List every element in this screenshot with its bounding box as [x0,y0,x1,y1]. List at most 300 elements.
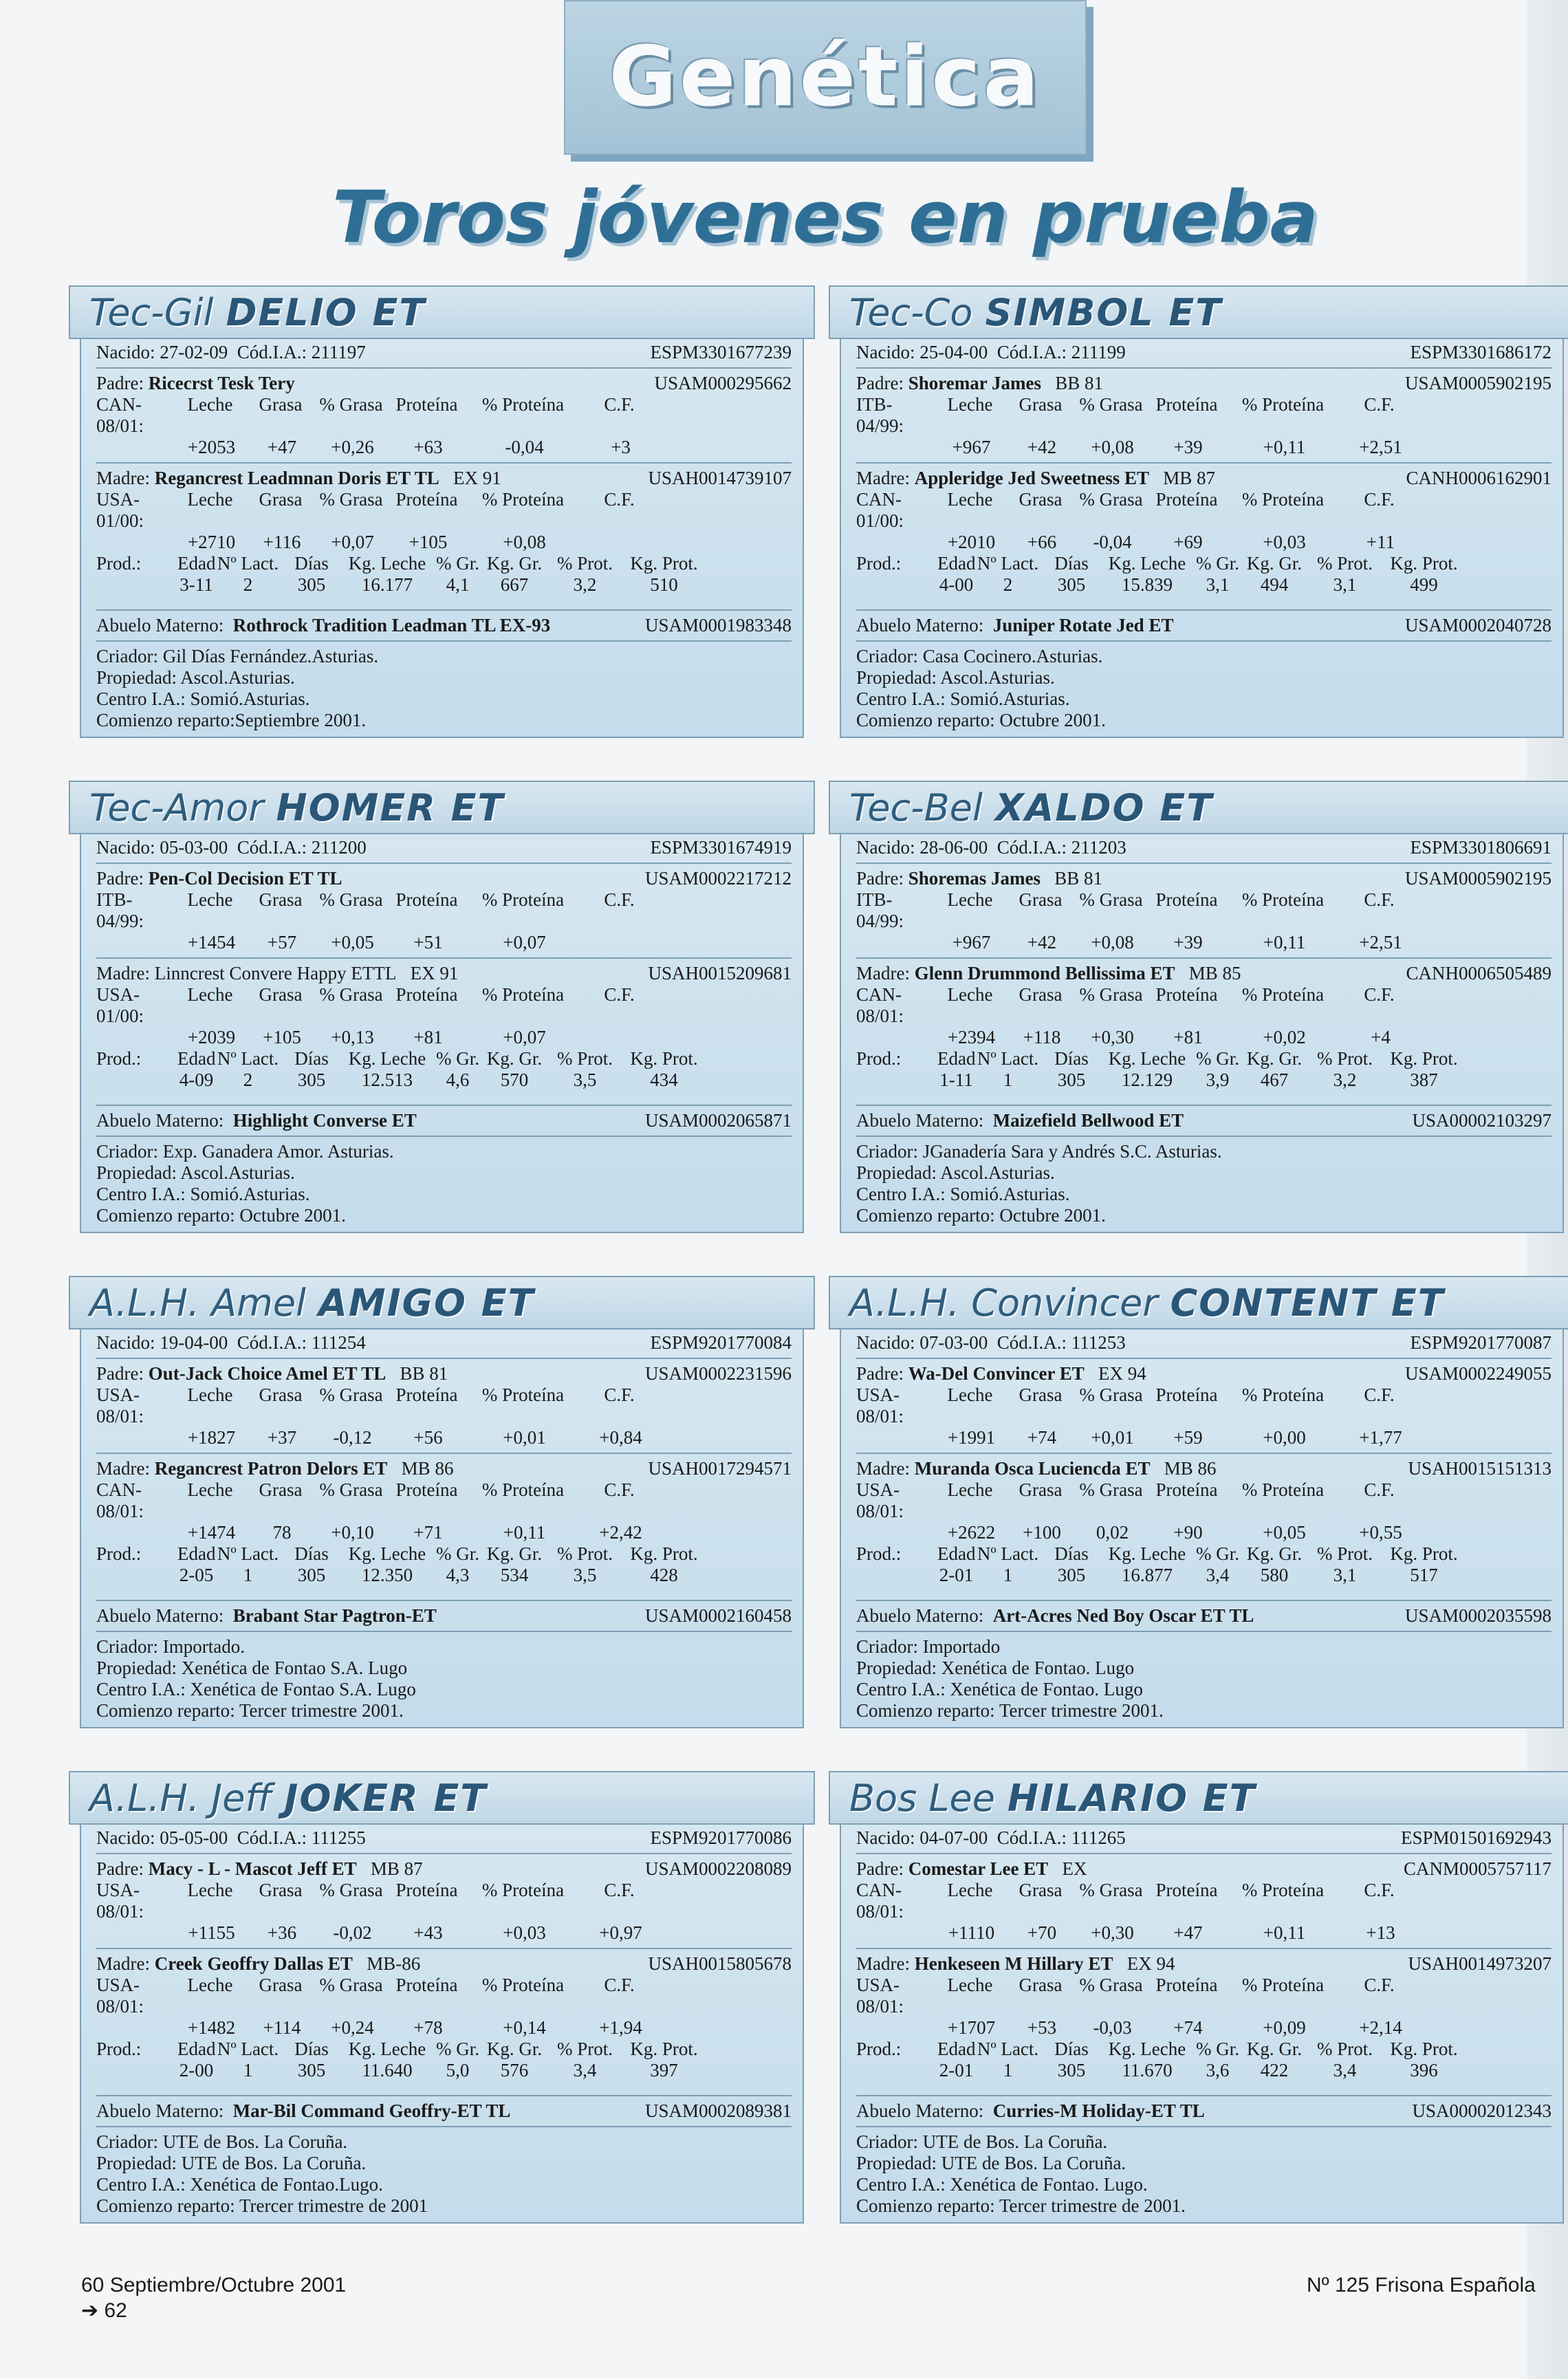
maternal-grandsire-name: Maizefield Bellwood ET [992,1110,1184,1131]
breeder-info-line: Propiedad: Xenética de Fontao S.A. Lugo [96,1658,408,1678]
index-header-grid [177,1975,792,2017]
index-header: Grasa [259,1880,303,1900]
index-header: C.F. [1364,1384,1395,1405]
maternal-grandsire [96,615,550,636]
production-header-grid [177,553,792,574]
bull-card-body [840,339,1564,738]
production-value: 534 [500,1565,529,1585]
index-header: % Proteína [1241,1479,1325,1500]
madre-index-headers [96,1975,792,2017]
bull-card-title [829,781,1568,834]
index-value: +0,07 [331,532,374,552]
maternal-grandsire-name: Curries-M Holiday-ET TL [992,2100,1205,2121]
birth-row [96,1827,792,1849]
index-value: +0,05 [331,932,374,953]
registration-number: ESPM9201770087 [1410,1332,1551,1353]
index-value: +11 [1366,532,1395,552]
registration-number: ESPM01501692943 [1400,1827,1551,1848]
bull-prefix: Tec-Amor [89,785,264,829]
production-value: 2 [243,574,253,595]
production-value: 2-05 [179,1565,214,1585]
production-header-grid [937,1543,1551,1565]
index-header-grid [937,489,1551,532]
index-header: Grasa [259,984,303,1005]
maternal-grandsire-row [856,2100,1551,2122]
index-value: +42 [1027,437,1057,457]
madre-index-headers [96,984,792,1027]
bull-card-body [80,834,804,1233]
production-header: % Prot. [557,1543,613,1564]
padre-classification: BB 81 [400,1363,448,1384]
bull-prefix: Tec-Bel [849,785,983,829]
birth-date: Nacido: 27-02-09 [96,342,228,362]
padre-row [856,868,1551,889]
production-header: Kg. Prot. [630,1543,698,1564]
maternal-grandsire-label: Abuelo Materno: [96,615,224,636]
maternal-grandsire-label: Abuelo Materno: [856,1605,984,1626]
divider [96,1948,792,1949]
madre-registration: CANH0006162901 [1406,468,1551,488]
padre-index-headers [856,394,1551,437]
index-header: Grasa [259,1975,303,1995]
index-value: +967 [952,932,991,953]
maternal-grandsire [96,1110,417,1131]
index-value: +81 [413,1027,443,1047]
spacer [96,1091,792,1100]
padre-registration: USAM0002231596 [644,1363,792,1384]
index-header-grid [177,489,792,532]
madre-label: Madre: [96,468,150,488]
padre-row [856,1858,1551,1880]
index-value: +74 [1027,1427,1057,1448]
index-header: % Proteína [481,1975,565,1995]
footer-magazine: Nº 125 Frisona Española [1307,2274,1536,2296]
production-header: Nº Lact. [217,1543,279,1564]
madre-evaluation-country: CAN-08/01: [856,984,904,1026]
index-value: +56 [413,1427,443,1448]
production-value: 570 [500,1069,529,1090]
production-header: Kg. Gr. [486,553,543,574]
divider [96,2095,792,2096]
madre-row [856,1953,1551,1975]
index-value: +0,03 [1263,532,1306,552]
production-value: 1 [1003,1069,1013,1090]
padre-label: Padre: [856,1363,904,1384]
padre-row [856,1363,1551,1384]
madre-index-headers [96,1479,792,1522]
padre-label: Padre: [856,1858,904,1879]
divider [96,462,792,464]
index-value: +0,30 [1091,1027,1134,1047]
index-value: +0,01 [1091,1427,1134,1448]
index-value: +1454 [187,932,236,953]
madre-name: Creek Geoffry Dallas ET [154,1953,353,1974]
padre-evaluation-country: ITB-04/99: [856,889,904,931]
production-header: Días [1054,1048,1089,1069]
production-header: Kg. Prot. [1390,1048,1458,1069]
production-header: Edad [177,1543,216,1564]
padre-row [96,868,792,889]
padre-row [96,1363,792,1384]
index-header-grid [177,1880,792,1922]
index-value: +53 [1027,2017,1057,2038]
padre-classification: EX [1062,1858,1087,1879]
breeder-info-line: Centro I.A.: Somió.Asturias. [856,1184,1070,1204]
madre-evaluation-country: USA-08/01: [856,1479,904,1521]
production-header: Nº Lact. [217,2039,279,2059]
madre-index-values [179,1027,792,1048]
padre-classification: BB 81 [1055,373,1103,393]
madre-index-headers [96,489,792,532]
madre-classification: EX 91 [410,963,459,984]
production-header: Kg. Prot. [630,553,698,574]
production-value: 12.350 [361,1565,413,1585]
index-header: Grasa [1019,1384,1063,1405]
index-header: % Proteína [481,984,565,1005]
breeder-info-line: Comienzo reparto: Trercer trimestre de 2001 [96,2195,428,2216]
index-header: % Grasa [319,1384,383,1405]
padre-block [96,373,792,458]
page-title: Toros jóvenes en prueba [332,175,1318,259]
index-value: +39 [1173,932,1203,953]
bull-card [829,1276,1568,1728]
index-header: % Grasa [1079,1384,1143,1405]
index-header: Proteína [395,489,458,510]
index-value: +116 [263,532,301,552]
index-header: Proteína [1155,489,1218,510]
index-header: Proteína [395,984,458,1005]
index-header: % Grasa [1079,889,1143,910]
divider [96,2126,792,2127]
divider [96,1358,792,1359]
divider [856,1600,1551,1601]
production-value: 4,1 [446,574,470,595]
maternal-grandsire-name: Brabant Star Pagtron-ET [232,1605,437,1626]
index-value: +0,07 [503,1027,546,1047]
madre-index-values [939,532,1551,553]
spacer [856,1586,1551,1596]
padre-index-values [939,437,1551,458]
production-value: 305 [297,1069,326,1090]
madre-row [96,1458,792,1479]
index-header: C.F. [1364,394,1395,415]
padre-label: Padre: [856,373,904,393]
divider [856,1948,1551,1949]
index-value: +69 [1173,532,1203,552]
production-value: 16.177 [361,574,413,595]
breeder-info-line: Criador: UTE de Bos. La Coruña. [96,2131,348,2152]
padre-name: Macy - L - Mascot Jeff ET [148,1858,357,1879]
breeder-info-line: Centro I.A.: Xenética de Fontao. Lugo [856,1679,1143,1699]
production-header: % Prot. [1317,553,1373,574]
bull-name: CONTENT ET [1170,1281,1445,1325]
index-value: +2053 [187,437,236,457]
index-header: Leche [947,1384,993,1405]
divider [96,640,792,642]
padre-block [856,1858,1551,1944]
production-value: 3,5 [573,1069,597,1090]
registration-number: ESPM3301806691 [1410,837,1551,858]
production-value: 1 [243,2060,253,2081]
index-header: % Grasa [1079,1975,1143,1995]
registration-number: ESPM3301674919 [650,837,792,858]
production-headers [96,1048,792,1069]
madre-evaluation-country: USA-08/01: [96,1975,144,2017]
maternal-grandsire-row [856,1110,1551,1131]
padre-index-values [179,1922,792,1944]
index-value: +0,11 [503,1522,546,1543]
index-value: -0,03 [1093,2017,1132,2038]
index-value: +1,94 [599,2017,642,2038]
padre-block [856,373,1551,458]
index-header: % Grasa [1079,489,1143,510]
ai-code: Cód.I.A.: 211200 [237,837,367,858]
production-header: Kg. Leche [1108,1048,1186,1069]
index-header: % Grasa [319,984,383,1005]
index-value: +0,55 [1359,1522,1402,1543]
bull-card-title [829,1276,1568,1329]
padre-block [96,1858,792,1944]
index-header: C.F. [604,1975,635,1995]
index-header: Leche [187,394,233,415]
index-value: +1,77 [1359,1427,1402,1448]
padre-registration: CANM0005757117 [1403,1858,1551,1879]
index-header: C.F. [604,394,635,415]
index-header: % Proteína [1241,1384,1325,1405]
production-value: 1 [1003,1565,1013,1585]
index-value: +2039 [187,1027,236,1047]
madre-label: Madre: [856,1953,910,1974]
index-value: 78 [272,1522,292,1543]
padre-index-headers [96,889,792,932]
maternal-grandsire-registration: USAM0002040728 [1404,615,1551,636]
production-value: 15.839 [1121,574,1173,595]
padre-identity [96,1363,448,1384]
production-header: Días [294,1048,329,1069]
production-header: Nº Lact. [977,1543,1039,1564]
madre-evaluation-country: USA-08/01: [856,1975,904,2017]
index-value: +0,11 [1263,1922,1306,1943]
production-value: 305 [1057,574,1086,595]
divider [96,1105,792,1106]
bull-name: XALDO ET [994,785,1214,829]
production-values [177,574,792,596]
madre-registration: USAH0015209681 [648,963,792,984]
index-value: -0,12 [333,1427,372,1448]
padre-evaluation-country: USA-08/01: [96,1384,144,1426]
madre-label: Madre: [96,1458,150,1479]
madre-classification: MB 86 [401,1458,454,1479]
bull-card [829,1771,1568,2224]
birth-row [856,1332,1551,1354]
production-value: 3,1 [1333,574,1357,595]
production-value: 397 [650,2060,678,2081]
madre-identity [856,468,1215,489]
padre-label: Padre: [96,1858,144,1879]
index-header: % Grasa [319,1880,383,1900]
production-value: 3,4 [1206,1565,1230,1585]
production-header: Kg. Gr. [1246,2039,1303,2059]
madre-evaluation-country: CAN-08/01: [96,1479,144,1521]
index-value: -0,04 [505,437,544,457]
ai-code: Cód.I.A.: 111253 [997,1332,1126,1353]
production-value: 396 [1410,2060,1438,2081]
maternal-grandsire-label: Abuelo Materno: [856,1110,984,1131]
breeder-info-line: Comienzo reparto: Octubre 2001. [96,1205,346,1226]
index-value: +2,51 [1359,437,1402,457]
index-value: +1110 [948,1922,995,1943]
production-value: 16.877 [1121,1565,1173,1585]
maternal-grandsire-label: Abuelo Materno: [96,2100,224,2121]
divider [96,957,792,959]
index-header: Proteína [395,889,458,910]
maternal-grandsire-registration: USAM0002089381 [644,2100,792,2121]
divider [856,1136,1551,1137]
index-value: +2,51 [1359,932,1402,953]
index-value: +0,24 [331,2017,374,2038]
breeder-info-line: Propiedad: Ascol.Asturias. [856,667,1055,688]
madre-name: Appleridge Jed Sweetness ET [914,468,1149,488]
index-value: +0,05 [1263,1522,1306,1543]
footer-continue: ➔ 62 [81,2299,127,2322]
index-value: +0,13 [331,1027,374,1047]
production-value: 2 [243,1069,253,1090]
production-values [177,2060,792,2081]
bull-card [69,285,815,738]
padre-identity [856,373,1103,394]
breeder-info-line: Comienzo reparto: Tercer trimestre 2001. [856,1700,1164,1721]
index-header-grid [177,394,792,437]
production-header: Kg. Leche [1108,1543,1186,1564]
madre-classification: MB 85 [1188,963,1241,984]
index-value: 0,02 [1096,1522,1129,1543]
padre-name: Wa-Del Convincer ET [908,1363,1085,1384]
madre-row [856,1458,1551,1479]
index-header: Leche [947,1975,993,1995]
index-value: +42 [1027,932,1057,953]
padre-index-values [179,1427,792,1448]
index-header: C.F. [604,489,635,510]
padre-index-headers [856,1880,1551,1922]
index-header-grid [177,1384,792,1427]
madre-block [856,1953,1551,2039]
index-header: Grasa [1019,1975,1063,1995]
index-header: % Proteína [1241,489,1325,510]
index-header: Proteína [395,1880,458,1900]
breeder-info-line: Comienzo reparto: Tercer trimestre de 2001. [856,2195,1186,2216]
production-header: Kg. Leche [1108,2039,1186,2059]
production-header: Kg. Prot. [1390,2039,1458,2059]
ai-code: Cód.I.A.: 111254 [237,1332,366,1353]
spacer [96,1586,792,1596]
production-header: Nº Lact. [977,2039,1039,2059]
production-value: 305 [297,2060,326,2081]
madre-block [856,1458,1551,1543]
index-value: +100 [1023,1522,1061,1543]
maternal-grandsire-name: Juniper Rotate Jed ET [992,615,1174,636]
index-header: % Grasa [319,1479,383,1500]
production-header: Edad [937,1048,976,1069]
divider [856,1105,1551,1106]
breeder-info-line: Criador: Exp. Ganadera Amor. Asturias. [96,1141,394,1162]
padre-index-values [939,932,1551,953]
index-value: +43 [413,1922,443,1943]
index-header-grid [937,1384,1551,1427]
production-value: 3,6 [1206,2060,1230,2081]
bull-name: HOMER ET [276,785,505,829]
index-header: C.F. [1364,1880,1395,1900]
production-header: Días [294,2039,329,2059]
index-value: +57 [267,932,297,953]
production-label: Prod.: [96,553,142,574]
footer-page-date: 60 Septiembre/Octubre 2001 [81,2274,347,2296]
bull-card [69,1771,815,2224]
production-headers [96,1543,792,1565]
production-value: 11.640 [362,2060,413,2081]
index-header: C.F. [604,1880,635,1900]
production-header: % Gr. [436,553,479,574]
index-value: +105 [409,532,448,552]
production-header: Kg. Prot. [1390,553,1458,574]
birth-info [856,837,1126,858]
production-header: Días [294,553,329,574]
production-header: % Prot. [1317,1048,1373,1069]
production-header-grid [177,1048,792,1069]
bull-card-title [69,1276,815,1329]
index-value: +2394 [947,1027,996,1047]
spacer [856,2081,1551,2091]
index-value [578,532,664,553]
index-header-grid [937,984,1551,1027]
index-header: Proteína [395,1975,458,1995]
index-value: +1474 [187,1522,236,1543]
madre-registration: USAH0014739107 [648,468,792,488]
production-headers [856,1048,1551,1069]
production-header: Días [294,1543,329,1564]
production-label: Prod.: [96,2039,142,2059]
breeder-info-line: Propiedad: UTE de Bos. La Coruña. [856,2153,1126,2173]
index-header: Grasa [259,889,303,910]
madre-block [96,1953,792,2039]
divider [856,862,1551,864]
production-value: 2 [1003,574,1013,595]
index-header: Leche [187,889,233,910]
production-value: 305 [1057,1565,1086,1585]
index-header: Proteína [1155,889,1218,910]
index-header: Grasa [259,1479,303,1500]
production-header: Días [1054,2039,1089,2059]
bull-card-body [80,339,804,738]
maternal-grandsire [96,2100,510,2122]
breeder-info-line: Propiedad: Ascol.Asturias. [856,1162,1055,1183]
index-header: Proteína [395,1479,458,1500]
index-value: +1707 [947,2017,996,2038]
production-header: % Gr. [1196,2039,1239,2059]
maternal-grandsire-row [96,1110,792,1131]
padre-registration: USAM0002249055 [1404,1363,1551,1384]
index-header-grid [937,1880,1551,1922]
madre-identity [856,963,1241,984]
birth-date: Nacido: 04-07-00 [856,1827,988,1848]
breeder-info-line: Criador: Importado [856,1636,1001,1657]
production-value: 4,6 [446,1069,470,1090]
birth-row [96,342,792,363]
production-label: Prod.: [96,1543,142,1564]
padre-index-headers [96,1880,792,1922]
production-value: 11.670 [1122,2060,1173,2081]
breeder-info-line: Comienzo reparto: Tercer trimestre 2001. [96,1700,404,1721]
bull-name: DELIO ET [226,290,426,334]
